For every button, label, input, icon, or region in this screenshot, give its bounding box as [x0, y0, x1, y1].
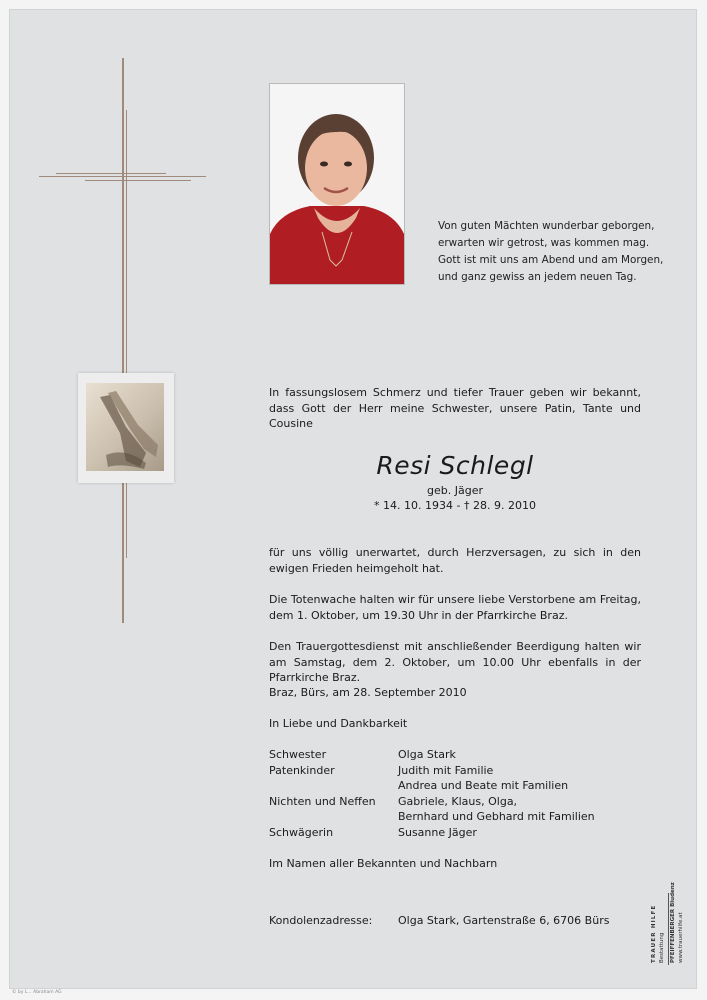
cross-horizontal-bar [39, 176, 206, 177]
mourner-relation: Patenkinder [269, 764, 335, 777]
wake-text: Die Totenwache halten wir für unsere liebe Verstorbene am Freitag, dem 1. Oktober, um 19.30 Uhr in der Pfarrkirche Braz. [269, 593, 641, 622]
cross-horizontal-bar-lower [85, 180, 191, 181]
passing-text: für uns völlig unerwartet, durch Herzversagen, zu sich in den ewigen Frieden heimgeholt hat. [269, 546, 641, 575]
condolence-label: Kondolenzadresse: [269, 914, 373, 927]
mourner-names: Gabriele, Klaus, Olga, [398, 795, 518, 808]
funeral-text: Den Trauergottesdienst mit anschließender Beerdigung halten wir am Samstag, dem 2. Oktober, um 10.00 Uhr ebenfalls in der Pfarrkirche Braz. [269, 640, 641, 684]
copyright-note: © by L... Abraham AG [12, 990, 62, 995]
mourner-names: Olga Stark [398, 748, 456, 761]
poem [438, 218, 668, 286]
life-dates: * 14. 10. 1934 - † 28. 9. 2010 [374, 499, 536, 512]
logo-company: PFEIFFENBERGER Bludenz [670, 882, 676, 963]
cross-vertical-bar [122, 58, 124, 623]
poem-line: und ganz gewiss an jedem neuen Tag. [438, 271, 637, 283]
poem-line: erwarten wir getrost, was kommen mag. [438, 237, 650, 249]
mourner-names: Andrea und Beate mit Familien [398, 779, 569, 792]
funeral-home-logo [651, 863, 687, 967]
obituary-card [9, 9, 697, 989]
closing-text: In Liebe und Dankbarkeit [269, 717, 408, 730]
mourner-relation: Nichten und Neffen [269, 795, 376, 808]
poem-line: Von guten Mächten wunderbar geborgen, [438, 220, 655, 232]
logo-subtitle: Bestattung [659, 932, 665, 963]
poem-line: Gott ist mit uns am Abend und am Morgen, [438, 254, 664, 266]
mourner-names: Judith mit Familie [398, 764, 494, 777]
mourner-names: Bernhard und Gebhard mit Familien [398, 810, 595, 823]
acquaintances-text: Im Namen aller Bekannten und Nachbarn [269, 857, 498, 870]
portrait-photo [269, 83, 405, 285]
intro-text: In fassungslosem Schmerz und tiefer Trauer geben wir bekannt, dass Gott der Herr meine Schwester, unsere Patin, Tante und Cousine [269, 386, 641, 430]
portrait-image [270, 84, 404, 284]
place-date: Braz, Bürs, am 28. September 2010 [269, 686, 467, 699]
condolence-value: Olga Stark, Gartenstraße 6, 6706 Bürs [398, 914, 610, 927]
maiden-name: geb. Jäger [427, 484, 483, 497]
deceased-name: Resi Schlegl [376, 451, 534, 480]
mourner-names: Susanne Jäger [398, 826, 477, 839]
cross-horizontal-bar-inner [56, 173, 166, 174]
logo-website: www.trauerhilfe.at [678, 912, 684, 963]
praying-hands-image [78, 373, 174, 483]
logo-title: TRAUER HILFE [651, 904, 657, 963]
mourner-relation: Schwägerin [269, 826, 334, 839]
logo-divider [668, 893, 669, 965]
cross-vertical-bar-inner [126, 110, 127, 558]
mourner-relation: Schwester [269, 748, 327, 761]
praying-hands-icon [86, 383, 164, 471]
